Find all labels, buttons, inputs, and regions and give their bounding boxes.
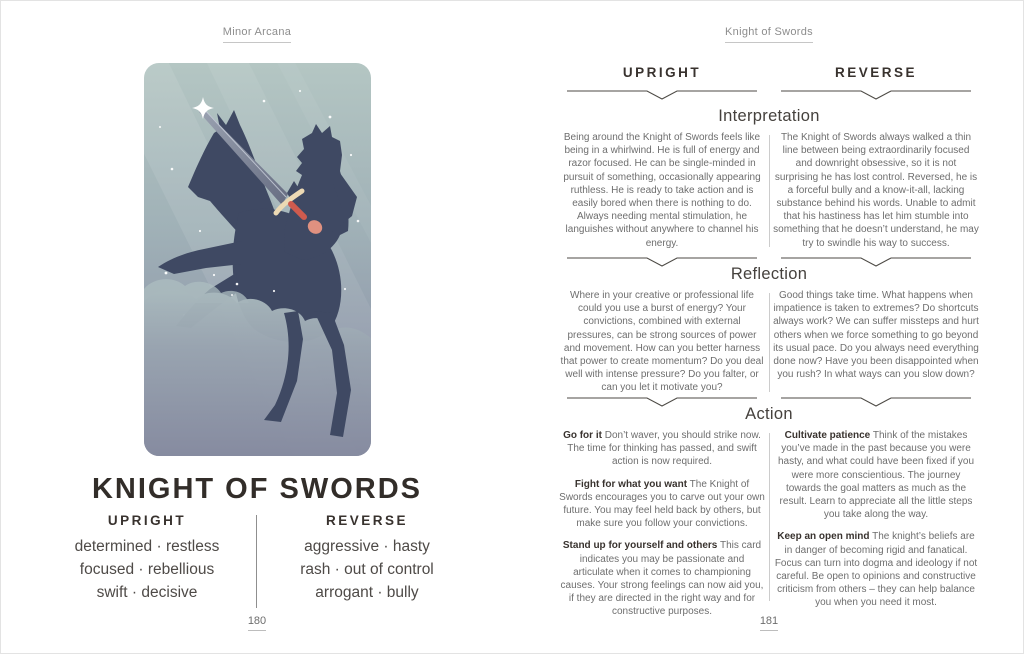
column-rule	[769, 433, 770, 601]
action-item-lead: Keep an open mind	[777, 531, 870, 543]
page-number-left: 180	[1, 615, 513, 631]
section-divider-chevron	[773, 88, 979, 106]
keyword-line: arrogant · bully	[315, 584, 419, 601]
action-item: Cultivate patience Think of the mistakes you’ve made in the past because you were hasty, and what could have been fixed if you were more conscientious. The journey towards the goal matters as much as the result. Learn to appreciate all the little steps you take along the way.	[777, 430, 975, 521]
interpretation-upright-text: Being around the Knight of Swords feels like being in a whirlwind. He is full of energy and razor focused. He can be single-minded in pursuit of something, occasionally appearing ruthless. He is ready to take action and is easily bored when there is nothing to do. Always needing mental stimulation, he languishes without anywhere to channel his energy.	[563, 132, 761, 249]
section-heading-action: Action	[745, 405, 793, 423]
reflection-upright-text: Where in your creative or professional life could you use a burst of energy? Your convictions, combined with external pressures, can be strong sources of power and movement. How can you better harness that power to create momentum? Do you deal well with intense pressure? Do you falter, or can you let it motivate you?	[560, 290, 764, 394]
card-illustration	[144, 63, 371, 456]
running-head-right	[513, 26, 1024, 43]
action-item-lead: Fight for what you want	[574, 478, 688, 490]
running-head-right-label: Knight of Swords	[725, 26, 813, 43]
running-head-left-label: Minor Arcana	[223, 26, 291, 43]
action-reverse-text	[773, 429, 979, 610]
column-rule	[769, 135, 770, 247]
running-head-left	[1, 26, 513, 43]
interpretation-reverse-text: The Knight of Swords always walked a thin line between being extraordinarily focused and downright obsessive, so it is not surprising he has lost control. Reversed, he is a forceful bully and a know-it-all, lacking substance behind his words. Unable to admit that his hastiness has let him stumble into something that he doesn’t understand, he may try to swindle his way to success.	[773, 132, 979, 249]
keywords-upright	[37, 513, 257, 604]
action-upright-text	[559, 429, 765, 619]
keyword-line: aggressive · hasty	[304, 538, 430, 555]
keywords-reverse-label: REVERSE	[325, 513, 409, 528]
action-item-lead: Go for it	[563, 430, 602, 441]
keyword-line: rash · out of control	[300, 561, 434, 578]
reflection-reverse-text: Good things take time. What happens when impatience is taken to extremes? Do shortcuts always work? We can suffer missteps and hurt others when we force something to go beyond its usual pace. Do you always need everything done now? Have you been disappointed when you rush? In what ways can you slow down?	[773, 290, 979, 381]
page-number-right: 181	[513, 615, 1024, 631]
keywords-upright-label: UPRIGHT	[107, 513, 187, 528]
column-rule	[769, 293, 770, 392]
column-header-reverse: REVERSE	[834, 65, 918, 80]
action-item: Go for it Don’t waver, you should strike now. The time for thinking has passed, and swift action is now required.	[563, 430, 761, 468]
keyword-line: focused · rebellious	[79, 561, 215, 578]
keyword-line: swift · decisive	[96, 584, 198, 601]
section-divider-chevron	[559, 88, 765, 106]
action-item: Fight for what you want The Knight of Swords encourages you to carve out your own future. You may feel held back by others, but make sure you follow your convictions.	[559, 478, 765, 530]
keyword-line: determined · restless	[74, 538, 220, 555]
section-heading-interpretation: Interpretation	[718, 107, 820, 125]
action-item: Keep an open mind The knight’s beliefs are in danger of becoming rigid and fanatical. Focus can turn into dogma and ideology if not careful. Be open to opinions and constructive criticism from others – they can help balance you when you need it most.	[774, 531, 978, 609]
section-heading-reflection: Reflection	[730, 265, 808, 283]
knight-of-swords-art	[144, 63, 371, 456]
action-item-lead: Cultivate patience	[784, 430, 871, 441]
action-item-lead: Stand up for yourself and others	[562, 540, 718, 552]
card-title: KNIGHT OF SWORDS	[91, 473, 423, 505]
keywords-reverse	[257, 513, 477, 604]
action-item: Stand up for yourself and others This card indicates you may be passionate and articulate when it comes to championing causes. Your strong feelings can now aid you, if they are directed in the right way and for constructive purposes.	[560, 540, 764, 618]
column-header-upright: UPRIGHT	[622, 65, 702, 80]
